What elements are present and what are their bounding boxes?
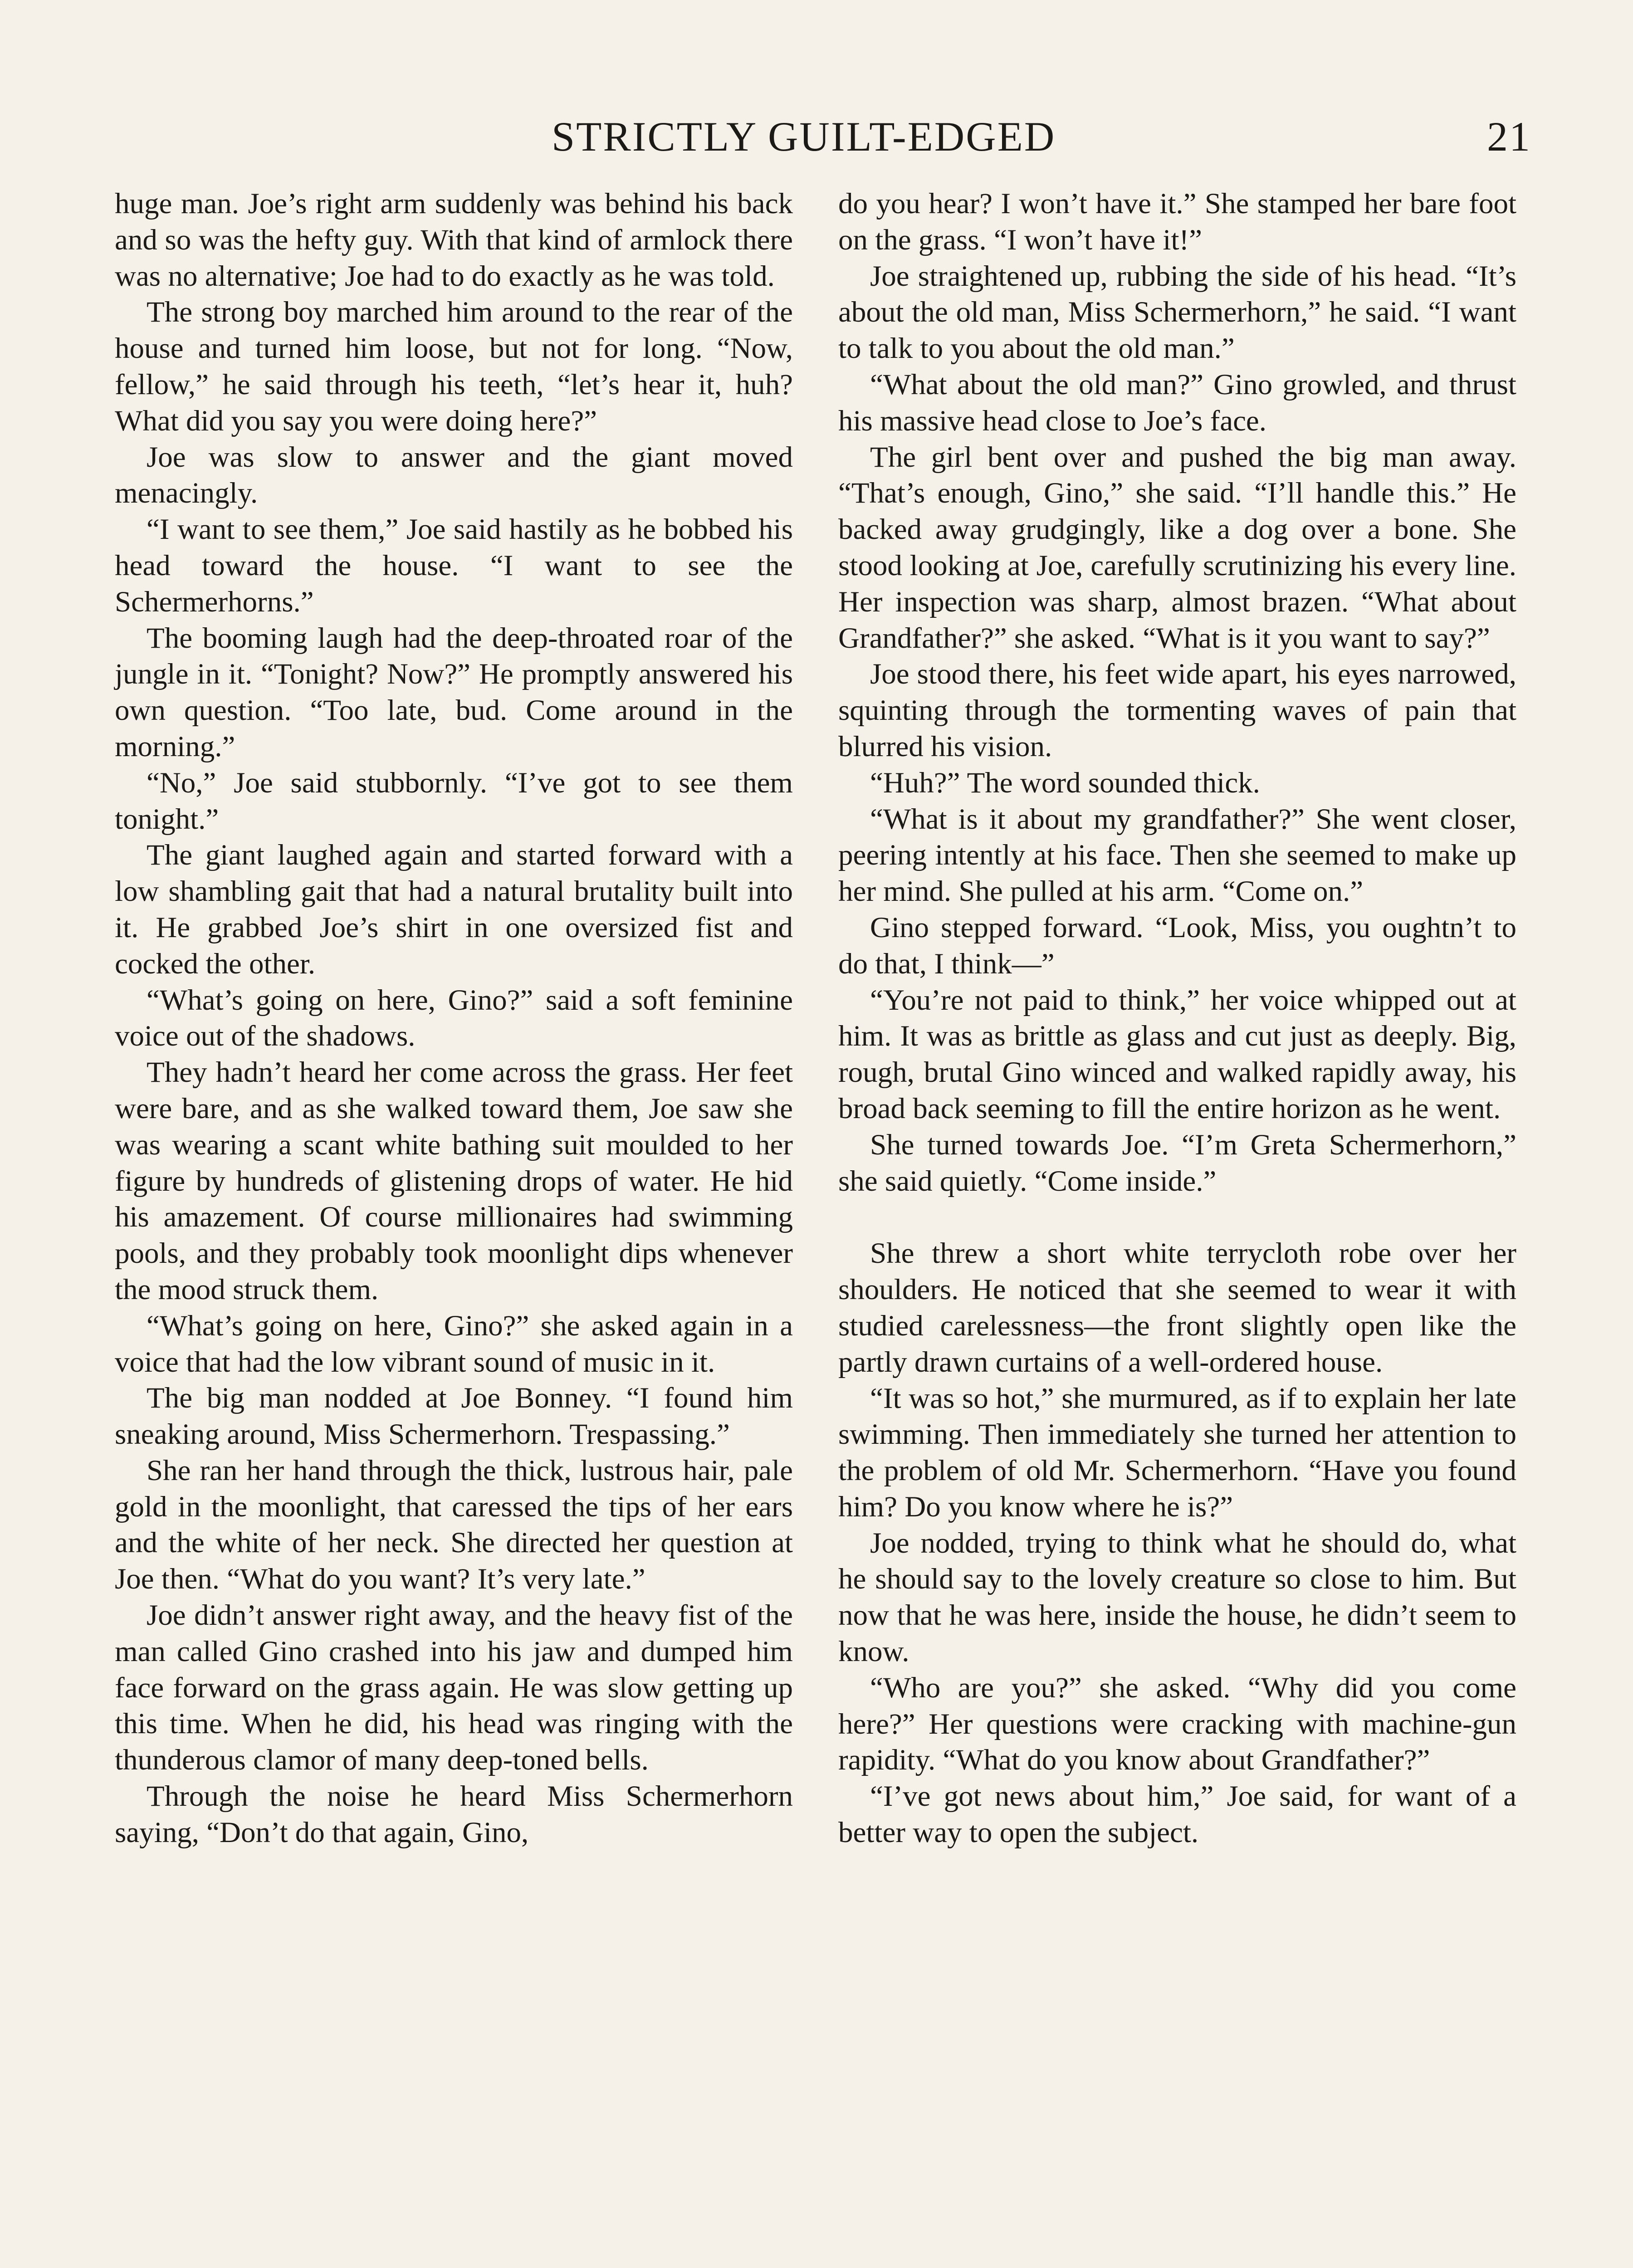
paragraph: Joe didn’t answer right away, and the heavy fist of the man called Gino crashed into his jaw and dumped him face forward on the grass again. He was slow getting up this time. When he did, his head was ringing with the thunderous clamor of many deep-toned bells.: [115, 1599, 793, 1777]
paragraph: Joe nodded, trying to think what he should do, what he should say to the lovely creature so close to him. But now that he was here, inside the house, he didn’t seem to know.: [838, 1526, 1516, 1668]
left-text-column: [115, 186, 793, 1851]
paragraph: They hadn’t heard her come across the grass. Her feet were bare, and as she walked toward them, Joe saw she was wearing a scant white bathing suit moulded to her figure by hundreds of glistening drops of water. He hid his amazement. Of course millionaires had swimming pools, and they probably took moonlight dips whenever the mood struck them.: [115, 1056, 793, 1306]
right-text-column: [838, 186, 1516, 1851]
paragraph: “It was so hot,” she murmured, as if to explain her late swimming. Then immediately she turned her attention to the problem of old Mr. Schermerhorn. “Have you found him? Do you know where he is?”: [838, 1382, 1516, 1523]
paragraph: “What is it about my grandfather?” She went closer, peering intently at his face. Then she seemed to make up her mind. She pulled at his arm. “Come on.”: [838, 802, 1516, 908]
paragraph: “Huh?” The word sounded thick.: [870, 766, 1260, 799]
paragraph: The strong boy marched him around to the rear of the house and turned him loose, but not for long. “Now, fellow,” he said through his teeth, “let’s hear it, huh? What did you say you were doing here?”: [115, 296, 793, 437]
paragraph: “I want to see them,” Joe said hastily as he bobbed his head toward the house. “I want to see the Schermerhorns.”: [115, 513, 793, 618]
page-number: 21: [1487, 113, 1531, 160]
paragraph: “Who are you?” she asked. “Why did you come here?” Her questions were cracking with machine-gun rapidity. “What do you know about Grandfather?”: [838, 1671, 1516, 1777]
paragraph: Gino stepped forward. “Look, Miss, you oughtn’t to do that, I think—”: [838, 911, 1516, 980]
paragraph: The giant laughed again and started forward with a low shambling gait that had a natural brutality built into it. He grabbed Joe’s shirt in one oversized fist and cocked the other.: [115, 839, 793, 980]
running-title: STRICTLY GUILT-EDGED: [552, 113, 1056, 160]
paragraph: She ran her hand through the thick, lustrous hair, pale gold in the moonlight, that caressed the tips of her ears and the white of her neck. She directed her question at Joe then. “What do you want? It’s very late.”: [115, 1454, 793, 1596]
paragraph: “You’re not paid to think,” her voice whipped out at him. It was as brittle as glass and cut just as deeply. Big, rough, brutal Gino winced and walked rapidly away, his broad back seeming to fill the entire horizon as he went.: [838, 983, 1516, 1125]
paragraph: She threw a short white terrycloth robe over her shoulders. He noticed that she seemed to wear it with studied carelessness—the front slightly open like the partly drawn curtains of a well-ordered house.: [838, 1237, 1516, 1378]
paragraph: do you hear? I won’t have it.” She stamped her bare foot on the grass. “I won’t have it!”: [838, 187, 1516, 256]
paragraph: Through the noise he heard Miss Schermerhorn saying, “Don’t do that again, Gino,: [115, 1780, 793, 1849]
paragraph: The booming laugh had the deep-throated roar of the jungle in it. “Tonight? Now?” He promptly answered his own question. “Too late, bud. Come around in the morning.”: [115, 621, 793, 763]
paragraph: The girl bent over and pushed the big man away. “That’s enough, Gino,” she said. “I’ll handle this.” He backed away grudgingly, like a dog over a bone. She stood looking at Joe, carefully scrutinizing his every line. Her inspection was sharp, almost brazen. “What about Grandfather?” she asked. “What is it you want to say?”: [838, 440, 1516, 655]
paragraph: Joe stood there, his feet wide apart, his eyes narrowed, squinting through the tormenting waves of pain that blurred his vision.: [838, 658, 1516, 763]
paragraph: “What about the old man?” Gino growled, and thrust his massive head close to Joe’s face.: [838, 368, 1516, 437]
page-header: [552, 112, 1531, 162]
paragraph: She turned towards Joe. “I’m Greta Schermerhorn,” she said quietly. “Come inside.”: [838, 1128, 1516, 1198]
paragraph: Joe straightened up, rubbing the side of his head. “It’s about the old man, Miss Schermerhorn,” he said. “I want to talk to you about the old man.”: [838, 259, 1516, 365]
paragraph: “I’ve got news about him,” Joe said, for want of a better way to open the subject.: [838, 1780, 1516, 1849]
paragraph: “What’s going on here, Gino?” said a soft feminine voice out of the shadows.: [115, 983, 793, 1053]
paragraph: “No,” Joe said stubbornly. “I’ve got to see them tonight.”: [115, 766, 793, 836]
paragraph: Joe was slow to answer and the giant moved menacingly.: [115, 440, 793, 510]
paragraph: The big man nodded at Joe Bonney. “I found him sneaking around, Miss Schermerhorn. Trespassing.”: [115, 1382, 793, 1451]
paragraph: “What’s going on here, Gino?” she asked again in a voice that had the low vibrant sound of music in it.: [115, 1309, 793, 1378]
paragraph: huge man. Joe’s right arm suddenly was behind his back and so was the hefty guy. With that kind of armlock there was no alternative; Joe had to do exactly as he was told.: [115, 187, 793, 293]
